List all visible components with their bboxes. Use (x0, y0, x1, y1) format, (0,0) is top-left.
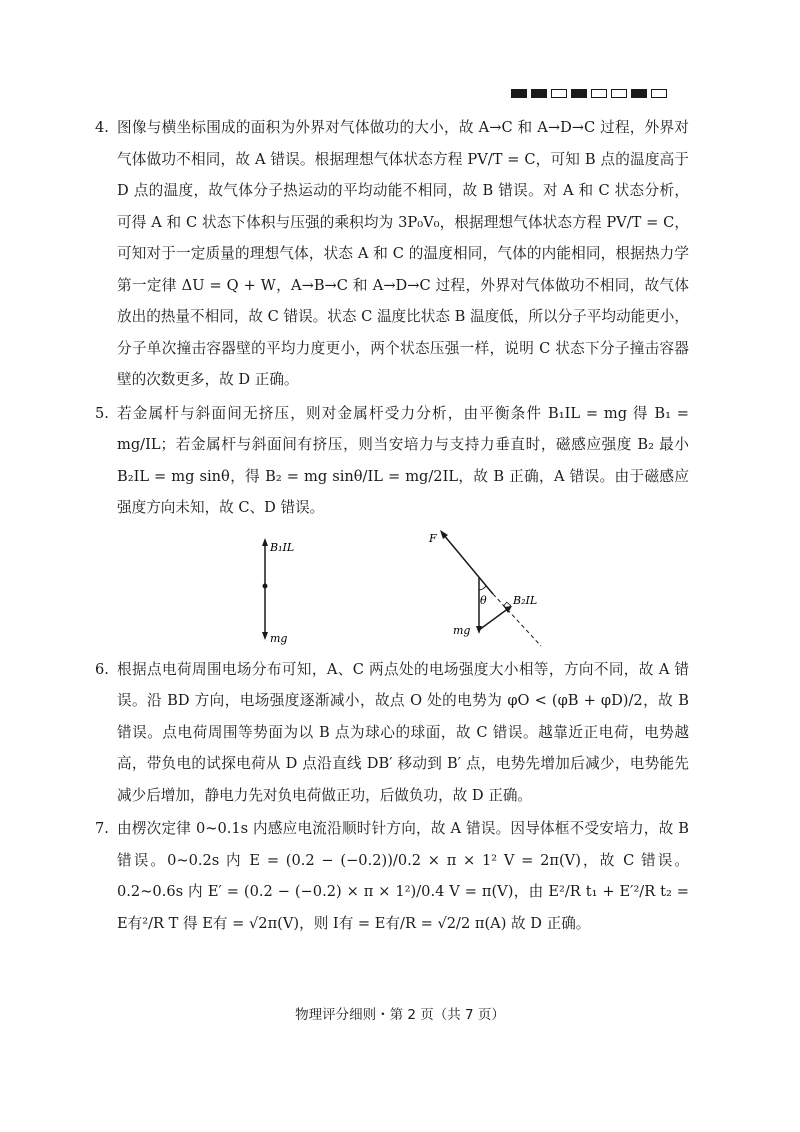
label-b2il: B₂IL (513, 593, 538, 607)
filled-square-icon (511, 89, 527, 98)
item-number: 7. (95, 820, 109, 837)
solution-text: 由楞次定律 0~0.1s 内感应电流沿顺时针方向，故 A 错误。因导体框不受安培力，故 B 错误。0~0.2s 内 E = (0.2 − (−0.2))/0.2 × π × 1² V = 2π(V)，故 C 错误。0.2~0.6s 内 E′ = (0.2 − (−0.2) × π × 1²)/0.4 V = π(V)，由 E²/R t₁ + E′²/R t₂ = E有²/R T 得 E有 = √2π(V)，则 I有 = E有/R = √2/2 π(A) 故 D 正确。 (117, 820, 689, 932)
item-number: 5. (95, 404, 109, 422)
support-force-line (443, 534, 493, 594)
solution-item-6 (95, 654, 689, 812)
label-b1il: B₁IL (270, 540, 295, 554)
force-diagrams (117, 528, 689, 648)
solution-item-7 (95, 813, 689, 939)
solution-item-4 (95, 112, 689, 396)
empty-square-icon (651, 89, 667, 98)
label-theta: θ (480, 593, 487, 607)
arrow-down-icon (262, 632, 268, 640)
filled-square-icon (631, 89, 647, 98)
item-number: 4. (95, 119, 109, 136)
solution-text: 若金属杆与斜面间无挤压，则对金属杆受力分析，由平衡条件 B₁IL = mg 得 B₁ = mg/IL；若金属杆与斜面间有挤压，则当安培力与支持力垂直时，磁感应强度 B₂ 最小 B₂IL = mg sinθ，得 B₂ = mg sinθ/IL = mg/2IL，故 B 正确，A 错误。由于磁感应强度方向未知，故 C、D 错误。 (117, 404, 689, 516)
label-f: F (429, 531, 437, 545)
solution-item-5 (95, 398, 689, 524)
solution-text: 根据点电荷周围电场分布可知，A、C 两点处的电场强度大小相等，方向不同，故 A 错误。沿 BD 方向，电场强度逐渐减小，故点 O 处的电势为 φO < (φB + φD)/2，故 B 错误。点电荷周围等势面为以 B 点为球心的球面，故 C 错误。越靠近正电荷，电势越高，带负电的试探电荷从 D 点沿直线 DB′ 移动到 B′ 点，电势先增加后减少，电势能先减少后增加，静电力先对负电荷做正功，后做负功，故 D 正确。 (117, 660, 689, 804)
angle-arc (479, 586, 486, 590)
filled-square-icon (531, 89, 547, 98)
label-mg: mg (453, 623, 471, 637)
rod-point (263, 583, 268, 588)
solution-text: 图像与横坐标围成的面积为外界对气体做功的大小，故 A→C 和 A→D→C 过程，外界对气体做功不相同，故 A 错误。根据理想气体状态方程 PV/T = C，可知 B 点的温度高于 D 点的温度，故气体分子热运动的平均动能不相同，故 B 错误。对 A 和 C 状态分析，可得 A 和 C 状态下体积与压强的乘积均为 3P₀V₀，根据理想气体状态方程 PV/T = C，可知对于一定质量的理想气体，状态 A 和 C 的温度相同，气体的内能相同，根据热力学第一定律 ΔU = Q + W，A→B→C 和 A→D→C 过程，外界对气体做功不相同，故气体放出的热量不相同，故 C 错误。状态 C 温度比状态 B 温度低，所以分子平均动能更小，分子单次撞击容器壁的平均力度更小，两个状态压强一样，说明 C 状态下分子撞击容器壁的次数更多，故 D 正确。 (117, 119, 689, 388)
empty-square-icon (611, 89, 627, 98)
page-footer: 物理评分细则・第 2 页（共 7 页） (295, 1007, 505, 1023)
ampere-force-line (479, 608, 509, 630)
empty-square-icon (591, 89, 607, 98)
item-number: 6. (95, 660, 109, 678)
label-mg: mg (270, 631, 288, 645)
force-diagram-incline (423, 528, 553, 648)
empty-square-icon (551, 89, 567, 98)
solutions-content (95, 112, 689, 939)
filled-square-icon (571, 89, 587, 98)
force-diagram-no-pressure (253, 528, 313, 648)
arrow-up-icon (262, 538, 268, 546)
header-marks (511, 89, 667, 98)
